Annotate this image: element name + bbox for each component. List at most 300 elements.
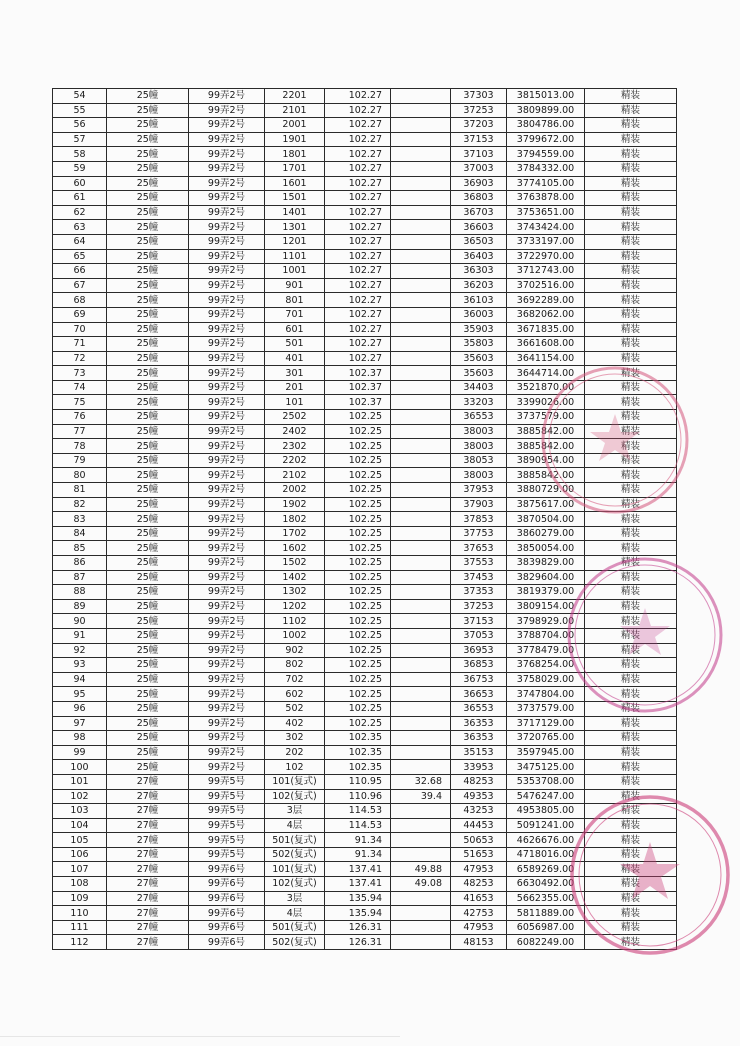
total-price-cell: 3784332.00 bbox=[507, 161, 585, 176]
unit-price-cell: 37453 bbox=[451, 570, 507, 585]
address-cell: 99弄2号 bbox=[189, 395, 265, 410]
area-cell: 126.31 bbox=[325, 935, 391, 950]
address-cell: 99弄2号 bbox=[189, 439, 265, 454]
unit-cell: 1002 bbox=[265, 628, 325, 643]
finish-cell: 精装 bbox=[585, 161, 677, 176]
extra-area-cell bbox=[391, 935, 451, 950]
total-price-cell: 6630492.00 bbox=[507, 877, 585, 892]
row-number-cell: 103 bbox=[53, 804, 107, 819]
table-row bbox=[53, 599, 677, 614]
table-row bbox=[53, 278, 677, 293]
building-cell: 25幢 bbox=[107, 118, 189, 133]
extra-area-cell bbox=[391, 847, 451, 862]
unit-cell: 202 bbox=[265, 745, 325, 760]
finish-cell: 精装 bbox=[585, 205, 677, 220]
unit-price-cell: 41653 bbox=[451, 891, 507, 906]
unit-cell: 1601 bbox=[265, 176, 325, 191]
area-cell: 126.31 bbox=[325, 920, 391, 935]
building-cell: 25幢 bbox=[107, 628, 189, 643]
table-row bbox=[53, 293, 677, 308]
area-cell: 102.27 bbox=[325, 118, 391, 133]
total-price-cell: 6082249.00 bbox=[507, 935, 585, 950]
table-row bbox=[53, 410, 677, 425]
address-cell: 99弄5号 bbox=[189, 833, 265, 848]
table-row bbox=[53, 804, 677, 819]
address-cell: 99弄2号 bbox=[189, 249, 265, 264]
row-number-cell: 100 bbox=[53, 760, 107, 775]
unit-price-cell: 37153 bbox=[451, 614, 507, 629]
finish-cell: 精装 bbox=[585, 366, 677, 381]
row-number-cell: 81 bbox=[53, 483, 107, 498]
row-number-cell: 70 bbox=[53, 322, 107, 337]
extra-area-cell bbox=[391, 818, 451, 833]
finish-cell: 精装 bbox=[585, 833, 677, 848]
price-table-body bbox=[53, 89, 677, 950]
unit-cell: 1401 bbox=[265, 205, 325, 220]
total-price-cell: 4626676.00 bbox=[507, 833, 585, 848]
unit-cell: 4层 bbox=[265, 818, 325, 833]
total-price-cell: 3722970.00 bbox=[507, 249, 585, 264]
extra-area-cell bbox=[391, 103, 451, 118]
finish-cell: 精装 bbox=[585, 614, 677, 629]
finish-cell: 精装 bbox=[585, 556, 677, 571]
building-cell: 25幢 bbox=[107, 614, 189, 629]
area-cell: 102.25 bbox=[325, 512, 391, 527]
unit-cell: 302 bbox=[265, 731, 325, 746]
building-cell: 27幢 bbox=[107, 789, 189, 804]
unit-price-cell: 47953 bbox=[451, 920, 507, 935]
row-number-cell: 109 bbox=[53, 891, 107, 906]
row-number-cell: 75 bbox=[53, 395, 107, 410]
building-cell: 25幢 bbox=[107, 439, 189, 454]
unit-price-cell: 37553 bbox=[451, 556, 507, 571]
building-cell: 25幢 bbox=[107, 672, 189, 687]
building-cell: 25幢 bbox=[107, 716, 189, 731]
building-cell: 25幢 bbox=[107, 760, 189, 775]
area-cell: 102.27 bbox=[325, 307, 391, 322]
area-cell: 102.25 bbox=[325, 556, 391, 571]
extra-area-cell bbox=[391, 205, 451, 220]
unit-price-cell: 48253 bbox=[451, 877, 507, 892]
scan-edge-line bbox=[0, 1036, 400, 1037]
row-number-cell: 101 bbox=[53, 774, 107, 789]
finish-cell: 精装 bbox=[585, 351, 677, 366]
area-cell: 102.25 bbox=[325, 453, 391, 468]
area-cell: 91.34 bbox=[325, 833, 391, 848]
table-row bbox=[53, 614, 677, 629]
table-row bbox=[53, 672, 677, 687]
table-row bbox=[53, 862, 677, 877]
unit-cell: 101 bbox=[265, 395, 325, 410]
table-row bbox=[53, 132, 677, 147]
address-cell: 99弄2号 bbox=[189, 643, 265, 658]
row-number-cell: 107 bbox=[53, 862, 107, 877]
extra-area-cell bbox=[391, 264, 451, 279]
table-row bbox=[53, 380, 677, 395]
building-cell: 25幢 bbox=[107, 249, 189, 264]
extra-area-cell bbox=[391, 716, 451, 731]
total-price-cell: 3850054.00 bbox=[507, 541, 585, 556]
table-row bbox=[53, 351, 677, 366]
unit-cell: 2101 bbox=[265, 103, 325, 118]
unit-cell: 501(复式) bbox=[265, 833, 325, 848]
row-number-cell: 108 bbox=[53, 877, 107, 892]
total-price-cell: 3819379.00 bbox=[507, 585, 585, 600]
unit-price-cell: 35603 bbox=[451, 366, 507, 381]
unit-cell: 902 bbox=[265, 643, 325, 658]
table-row bbox=[53, 789, 677, 804]
area-cell: 102.27 bbox=[325, 337, 391, 352]
unit-cell: 101(复式) bbox=[265, 774, 325, 789]
unit-cell: 801 bbox=[265, 293, 325, 308]
address-cell: 99弄6号 bbox=[189, 891, 265, 906]
area-cell: 102.27 bbox=[325, 89, 391, 104]
address-cell: 99弄2号 bbox=[189, 118, 265, 133]
row-number-cell: 59 bbox=[53, 161, 107, 176]
unit-price-cell: 36753 bbox=[451, 672, 507, 687]
row-number-cell: 64 bbox=[53, 234, 107, 249]
area-cell: 114.53 bbox=[325, 804, 391, 819]
unit-price-cell: 36603 bbox=[451, 220, 507, 235]
address-cell: 99弄5号 bbox=[189, 818, 265, 833]
area-cell: 102.35 bbox=[325, 731, 391, 746]
finish-cell: 精装 bbox=[585, 672, 677, 687]
finish-cell: 精装 bbox=[585, 147, 677, 162]
unit-price-cell: 37903 bbox=[451, 497, 507, 512]
unit-cell: 502(复式) bbox=[265, 847, 325, 862]
extra-area-cell: 32.68 bbox=[391, 774, 451, 789]
area-cell: 102.37 bbox=[325, 366, 391, 381]
unit-cell: 702 bbox=[265, 672, 325, 687]
extra-area-cell bbox=[391, 468, 451, 483]
address-cell: 99弄2号 bbox=[189, 614, 265, 629]
area-cell: 102.27 bbox=[325, 176, 391, 191]
table-row bbox=[53, 307, 677, 322]
building-cell: 27幢 bbox=[107, 862, 189, 877]
building-cell: 25幢 bbox=[107, 366, 189, 381]
address-cell: 99弄6号 bbox=[189, 862, 265, 877]
total-price-cell: 3880729.00 bbox=[507, 483, 585, 498]
row-number-cell: 110 bbox=[53, 906, 107, 921]
finish-cell: 精装 bbox=[585, 891, 677, 906]
total-price-cell: 3809154.00 bbox=[507, 599, 585, 614]
address-cell: 99弄2号 bbox=[189, 526, 265, 541]
table-row bbox=[53, 366, 677, 381]
address-cell: 99弄2号 bbox=[189, 483, 265, 498]
extra-area-cell bbox=[391, 570, 451, 585]
total-price-cell: 3860279.00 bbox=[507, 526, 585, 541]
building-cell: 25幢 bbox=[107, 468, 189, 483]
row-number-cell: 71 bbox=[53, 337, 107, 352]
area-cell: 102.25 bbox=[325, 628, 391, 643]
building-cell: 27幢 bbox=[107, 774, 189, 789]
address-cell: 99弄6号 bbox=[189, 906, 265, 921]
address-cell: 99弄2号 bbox=[189, 570, 265, 585]
row-number-cell: 57 bbox=[53, 132, 107, 147]
total-price-cell: 3885842.00 bbox=[507, 468, 585, 483]
row-number-cell: 55 bbox=[53, 103, 107, 118]
extra-area-cell bbox=[391, 118, 451, 133]
address-cell: 99弄2号 bbox=[189, 541, 265, 556]
unit-cell: 1102 bbox=[265, 614, 325, 629]
unit-cell: 4层 bbox=[265, 906, 325, 921]
building-cell: 25幢 bbox=[107, 278, 189, 293]
area-cell: 102.25 bbox=[325, 497, 391, 512]
extra-area-cell: 49.88 bbox=[391, 862, 451, 877]
building-cell: 25幢 bbox=[107, 643, 189, 658]
finish-cell: 精装 bbox=[585, 176, 677, 191]
extra-area-cell bbox=[391, 337, 451, 352]
extra-area-cell bbox=[391, 760, 451, 775]
finish-cell: 精装 bbox=[585, 935, 677, 950]
finish-cell: 精装 bbox=[585, 453, 677, 468]
building-cell: 25幢 bbox=[107, 205, 189, 220]
total-price-cell: 3890954.00 bbox=[507, 453, 585, 468]
table-row bbox=[53, 628, 677, 643]
extra-area-cell bbox=[391, 278, 451, 293]
unit-price-cell: 36803 bbox=[451, 191, 507, 206]
extra-area-cell bbox=[391, 628, 451, 643]
total-price-cell: 3692289.00 bbox=[507, 293, 585, 308]
finish-cell: 精装 bbox=[585, 439, 677, 454]
unit-price-cell: 44453 bbox=[451, 818, 507, 833]
extra-area-cell bbox=[391, 672, 451, 687]
area-cell: 102.25 bbox=[325, 585, 391, 600]
finish-cell: 精装 bbox=[585, 512, 677, 527]
unit-cell: 2002 bbox=[265, 483, 325, 498]
extra-area-cell bbox=[391, 351, 451, 366]
address-cell: 99弄2号 bbox=[189, 380, 265, 395]
finish-cell: 精装 bbox=[585, 395, 677, 410]
row-number-cell: 76 bbox=[53, 410, 107, 425]
row-number-cell: 90 bbox=[53, 614, 107, 629]
finish-cell: 精装 bbox=[585, 380, 677, 395]
extra-area-cell bbox=[391, 249, 451, 264]
table-row bbox=[53, 716, 677, 731]
area-cell: 102.27 bbox=[325, 278, 391, 293]
extra-area-cell bbox=[391, 234, 451, 249]
address-cell: 99弄6号 bbox=[189, 877, 265, 892]
unit-price-cell: 50653 bbox=[451, 833, 507, 848]
extra-area-cell bbox=[391, 453, 451, 468]
unit-price-cell: 37203 bbox=[451, 118, 507, 133]
area-cell: 102.25 bbox=[325, 599, 391, 614]
finish-cell: 精装 bbox=[585, 322, 677, 337]
extra-area-cell bbox=[391, 161, 451, 176]
finish-cell: 精装 bbox=[585, 118, 677, 133]
extra-area-cell bbox=[391, 176, 451, 191]
finish-cell: 精装 bbox=[585, 804, 677, 819]
unit-cell: 501(复式) bbox=[265, 920, 325, 935]
address-cell: 99弄2号 bbox=[189, 410, 265, 425]
extra-area-cell bbox=[391, 701, 451, 716]
building-cell: 27幢 bbox=[107, 891, 189, 906]
row-number-cell: 94 bbox=[53, 672, 107, 687]
unit-cell: 3层 bbox=[265, 891, 325, 906]
extra-area-cell bbox=[391, 132, 451, 147]
area-cell: 102.25 bbox=[325, 716, 391, 731]
total-price-cell: 3809899.00 bbox=[507, 103, 585, 118]
row-number-cell: 72 bbox=[53, 351, 107, 366]
unit-cell: 2402 bbox=[265, 424, 325, 439]
address-cell: 99弄2号 bbox=[189, 512, 265, 527]
unit-cell: 2201 bbox=[265, 89, 325, 104]
building-cell: 25幢 bbox=[107, 322, 189, 337]
total-price-cell: 3870504.00 bbox=[507, 512, 585, 527]
row-number-cell: 88 bbox=[53, 585, 107, 600]
unit-price-cell: 36653 bbox=[451, 687, 507, 702]
building-cell: 25幢 bbox=[107, 380, 189, 395]
building-cell: 27幢 bbox=[107, 877, 189, 892]
total-price-cell: 6056987.00 bbox=[507, 920, 585, 935]
area-cell: 110.95 bbox=[325, 774, 391, 789]
unit-price-cell: 36703 bbox=[451, 205, 507, 220]
finish-cell: 精装 bbox=[585, 293, 677, 308]
unit-cell: 501 bbox=[265, 337, 325, 352]
total-price-cell: 4718016.00 bbox=[507, 847, 585, 862]
table-row bbox=[53, 176, 677, 191]
finish-cell: 精装 bbox=[585, 920, 677, 935]
total-price-cell: 3717129.00 bbox=[507, 716, 585, 731]
row-number-cell: 83 bbox=[53, 512, 107, 527]
area-cell: 102.27 bbox=[325, 293, 391, 308]
extra-area-cell bbox=[391, 541, 451, 556]
area-cell: 102.27 bbox=[325, 234, 391, 249]
extra-area-cell bbox=[391, 745, 451, 760]
unit-cell: 2502 bbox=[265, 410, 325, 425]
unit-cell: 1501 bbox=[265, 191, 325, 206]
total-price-cell: 3768254.00 bbox=[507, 658, 585, 673]
row-number-cell: 97 bbox=[53, 716, 107, 731]
row-number-cell: 99 bbox=[53, 745, 107, 760]
building-cell: 25幢 bbox=[107, 512, 189, 527]
building-cell: 25幢 bbox=[107, 541, 189, 556]
unit-cell: 1202 bbox=[265, 599, 325, 614]
unit-price-cell: 36203 bbox=[451, 278, 507, 293]
table-row bbox=[53, 745, 677, 760]
total-price-cell: 3815013.00 bbox=[507, 89, 585, 104]
area-cell: 135.94 bbox=[325, 906, 391, 921]
area-cell: 102.25 bbox=[325, 424, 391, 439]
building-cell: 25幢 bbox=[107, 453, 189, 468]
unit-cell: 1301 bbox=[265, 220, 325, 235]
unit-cell: 1302 bbox=[265, 585, 325, 600]
total-price-cell: 3798929.00 bbox=[507, 614, 585, 629]
finish-cell: 精装 bbox=[585, 468, 677, 483]
finish-cell: 精装 bbox=[585, 483, 677, 498]
total-price-cell: 3774105.00 bbox=[507, 176, 585, 191]
address-cell: 99弄2号 bbox=[189, 745, 265, 760]
table-row bbox=[53, 453, 677, 468]
area-cell: 102.25 bbox=[325, 439, 391, 454]
table-row bbox=[53, 191, 677, 206]
unit-cell: 2001 bbox=[265, 118, 325, 133]
table-row bbox=[53, 234, 677, 249]
extra-area-cell bbox=[391, 599, 451, 614]
address-cell: 99弄2号 bbox=[189, 337, 265, 352]
unit-price-cell: 37153 bbox=[451, 132, 507, 147]
extra-area-cell bbox=[391, 731, 451, 746]
unit-price-cell: 37053 bbox=[451, 628, 507, 643]
unit-price-cell: 47953 bbox=[451, 862, 507, 877]
area-cell: 102.25 bbox=[325, 643, 391, 658]
total-price-cell: 3521870.00 bbox=[507, 380, 585, 395]
finish-cell: 精装 bbox=[585, 89, 677, 104]
total-price-cell: 3682062.00 bbox=[507, 307, 585, 322]
unit-price-cell: 37653 bbox=[451, 541, 507, 556]
table-row bbox=[53, 731, 677, 746]
row-number-cell: 98 bbox=[53, 731, 107, 746]
unit-price-cell: 37853 bbox=[451, 512, 507, 527]
address-cell: 99弄6号 bbox=[189, 920, 265, 935]
extra-area-cell bbox=[391, 658, 451, 673]
total-price-cell: 3737579.00 bbox=[507, 701, 585, 716]
table-row bbox=[53, 147, 677, 162]
finish-cell: 精装 bbox=[585, 599, 677, 614]
finish-cell: 精装 bbox=[585, 585, 677, 600]
building-cell: 25幢 bbox=[107, 570, 189, 585]
area-cell: 110.96 bbox=[325, 789, 391, 804]
address-cell: 99弄2号 bbox=[189, 161, 265, 176]
total-price-cell: 3758029.00 bbox=[507, 672, 585, 687]
area-cell: 102.27 bbox=[325, 147, 391, 162]
address-cell: 99弄2号 bbox=[189, 672, 265, 687]
unit-price-cell: 48253 bbox=[451, 774, 507, 789]
unit-cell: 1701 bbox=[265, 161, 325, 176]
area-cell: 102.25 bbox=[325, 672, 391, 687]
row-number-cell: 111 bbox=[53, 920, 107, 935]
total-price-cell: 5811889.00 bbox=[507, 906, 585, 921]
total-price-cell: 5662355.00 bbox=[507, 891, 585, 906]
finish-cell: 精装 bbox=[585, 234, 677, 249]
row-number-cell: 87 bbox=[53, 570, 107, 585]
unit-cell: 1201 bbox=[265, 234, 325, 249]
extra-area-cell bbox=[391, 526, 451, 541]
building-cell: 27幢 bbox=[107, 906, 189, 921]
total-price-cell: 3399026.00 bbox=[507, 395, 585, 410]
extra-area-cell: 39.4 bbox=[391, 789, 451, 804]
table-row bbox=[53, 526, 677, 541]
table-row bbox=[53, 322, 677, 337]
address-cell: 99弄2号 bbox=[189, 293, 265, 308]
unit-cell: 1901 bbox=[265, 132, 325, 147]
extra-area-cell bbox=[391, 220, 451, 235]
total-price-cell: 3644714.00 bbox=[507, 366, 585, 381]
unit-cell: 901 bbox=[265, 278, 325, 293]
unit-cell: 2102 bbox=[265, 468, 325, 483]
row-number-cell: 58 bbox=[53, 147, 107, 162]
total-price-cell: 3720765.00 bbox=[507, 731, 585, 746]
area-cell: 102.27 bbox=[325, 322, 391, 337]
unit-cell: 1801 bbox=[265, 147, 325, 162]
total-price-cell: 3875617.00 bbox=[507, 497, 585, 512]
building-cell: 25幢 bbox=[107, 483, 189, 498]
table-row bbox=[53, 541, 677, 556]
area-cell: 102.27 bbox=[325, 249, 391, 264]
building-cell: 25幢 bbox=[107, 585, 189, 600]
finish-cell: 精装 bbox=[585, 701, 677, 716]
unit-cell: 2302 bbox=[265, 439, 325, 454]
address-cell: 99弄2号 bbox=[189, 497, 265, 512]
address-cell: 99弄2号 bbox=[189, 132, 265, 147]
finish-cell: 精装 bbox=[585, 643, 677, 658]
table-row bbox=[53, 439, 677, 454]
row-number-cell: 69 bbox=[53, 307, 107, 322]
row-number-cell: 92 bbox=[53, 643, 107, 658]
unit-price-cell: 37253 bbox=[451, 599, 507, 614]
area-cell: 91.34 bbox=[325, 847, 391, 862]
table-row bbox=[53, 818, 677, 833]
